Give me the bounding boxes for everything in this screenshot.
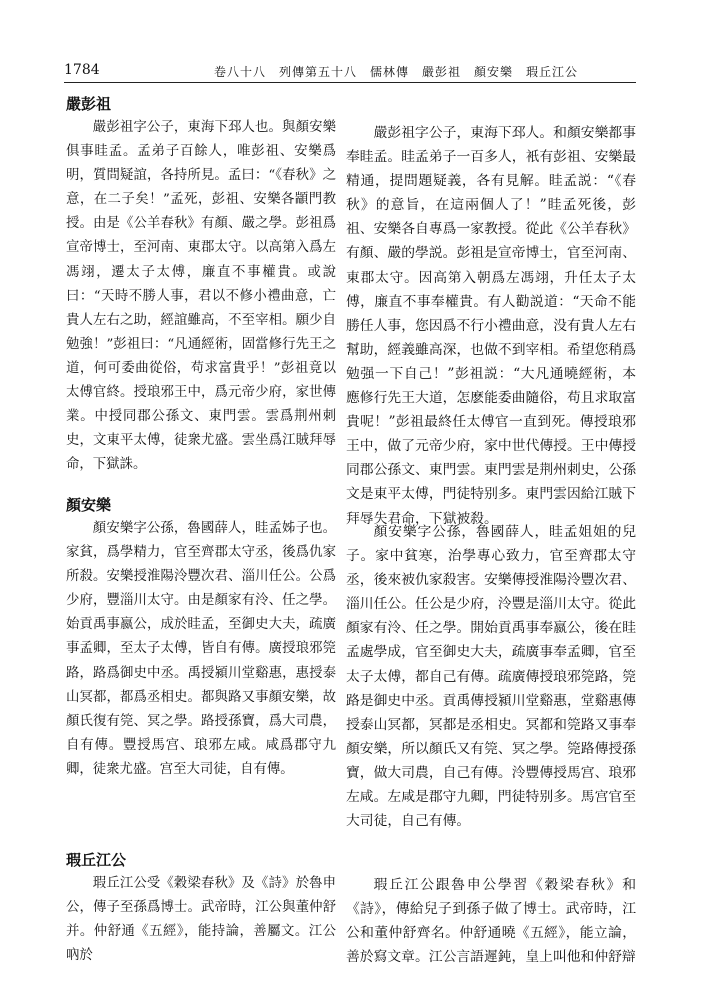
translation-section-xiaqiu-jianggong bbox=[346, 873, 636, 969]
section-title: 嚴彭祖 bbox=[66, 95, 112, 113]
page-header bbox=[64, 60, 636, 83]
original-section-yan-pengzu bbox=[66, 92, 336, 477]
translation-section-yan-anle bbox=[346, 520, 636, 833]
original-section-yan-anle bbox=[66, 493, 336, 782]
section-title: 顏安樂 bbox=[66, 496, 112, 514]
translation-section-yan-pengzu bbox=[346, 121, 636, 531]
page-number: 1784 bbox=[64, 62, 100, 78]
section-title: 瑕丘江公 bbox=[66, 851, 127, 869]
original-text: 瑕丘江公受《穀梁春秋》及《詩》於魯申公，傳子至孫爲博士。武帝時，江公與董仲舒并。仲舒通《五經》，能持論，善屬文。江公吶於 bbox=[66, 876, 336, 964]
running-title: 卷八十八 列傳第五十八 儒林傳 嚴彭祖 顏安樂 瑕丘江公 bbox=[214, 65, 579, 79]
translation-text: 瑕丘江公跟魯申公學習《穀梁春秋》和《詩》，傳給兒子到孫子做了博士。武帝時，江公和董仲舒齊名。仲舒通曉《五經》，能立論，善於寫文章。江公言語遲鈍，皇上叫他和仲舒辯 bbox=[346, 877, 636, 966]
original-text: 顏安樂字公孫，魯國薛人，眭孟姊子也。家貧，爲學精力，官至齊郡太守丞，後爲仇家所殺。安樂授淮陽泠豐次君、淄川任公。公爲少府，豐淄川太守。由是顏家有泠、任之學。始貢禹事嬴公，成於眭孟，至御史大夫，疏廣事孟卿，至太子太傅，皆自有傳。廣授琅邪筦路，路爲御史中丞。禹授潁川堂谿惠，惠授泰山冥都，都爲丞相史。都與路又事顏安樂，故顏氏復有筦、冥之學。路授孫寶，爲大司農，自有傳。豐授馬宫、琅邪左咸。咸爲郡守九卿，徒衆尤盛。宫至大司徒，自有傳。 bbox=[66, 521, 336, 777]
original-text: 嚴彭祖字公子，東海下邳人也。與顏安樂俱事眭孟。孟弟子百餘人，唯彭祖、安樂爲明，質問疑誼，各持所見。孟曰：“《春秋》之意，在二子矣！”孟死，彭祖、安樂各顓門教授。由是《公羊春秋》有顏、嚴之學。彭祖爲宣帝博士，至河南、東郡太守。以高第入爲左馮翊，遷太子太傅，廉直不事權貴。或說曰：“天時不勝人事，君以不修小禮曲意，亡貴人左右之助，經誼雖高，不至宰相。願少自勉強！”彭祖曰：“凡通經術，固當修行先王之道，何可委曲從俗，苟求富貴乎！”彭祖竟以太傅官終。授琅邪王中，爲元帝少府，家世傳業。中授同郡公孫文、東門雲。雲爲荆州刺史，文東平太傅，徒衆尤盛。雲坐爲江賊拜辱命，下獄誅。 bbox=[66, 120, 336, 473]
translation-text: 顏安樂字公孫，魯國薛人，眭孟姐姐的兒子。家中貧寒，治學專心致力，官至齊郡太守丞，後來被仇家殺害。安樂傳授淮陽泠豐次君、淄川任公。任公是少府，泠豐是淄川太守。從此顏家有泠、任之學。開始貢禹事奉嬴公，後在眭孟處學成，官至御史大夫，疏廣事奉孟卿，官至太子太傅，都自己有傳。疏廣傳授琅邪筦路，筦路是御史中丞。貢禹傳授潁川堂谿惠，堂谿惠傳授泰山冥都，冥都是丞相史。冥都和筦路又事奉顏安樂，所以顏氏又有筦、冥之學。筦路傳授孫寶，做大司農，自己有傳。泠豐傳授馬宫、琅邪左咸。左咸是郡守九卿，門徒特别多。馬宫官至大司徒，自己有傳。 bbox=[346, 524, 636, 830]
translation-text: 嚴彭祖字公子，東海下邳人。和顏安樂都事奉眭孟。眭孟弟子一百多人，衹有彭祖、安樂最精通，提問題疑義，各有見解。眭孟説：“《春秋》的意旨，在這兩個人了！”眭孟死後，彭祖、安樂各自專爲一家教授。從此《公羊春秋》有顏、嚴的學説。彭祖是宣帝博士，官至河南、東郡太守。因高第入朝爲左馮翊，升任太子太傅，廉直不事奉權貴。有人勸説道：“天命不能勝任人事，您因爲不行小禮曲意，没有貴人左右幫助，經義雖高深，也做不到宰相。希望您稍爲勉强一下自己！”彭祖説：“大凡通曉經術，本應修行先王大道，怎麽能委曲隨俗，苟且求取富貴呢！”彭祖最終任太傅官一直到死。傳授琅邪王中，做了元帝少府，家中世代傳授。王中傳授同郡公孫文、東門雲。東門雲是荆州刺史，公孫文是東平太傅，門徒特别多。東門雲因給江賊下拜辱失君命，下獄被殺。 bbox=[346, 125, 636, 527]
original-section-xiaqiu-jianggong bbox=[66, 848, 336, 968]
